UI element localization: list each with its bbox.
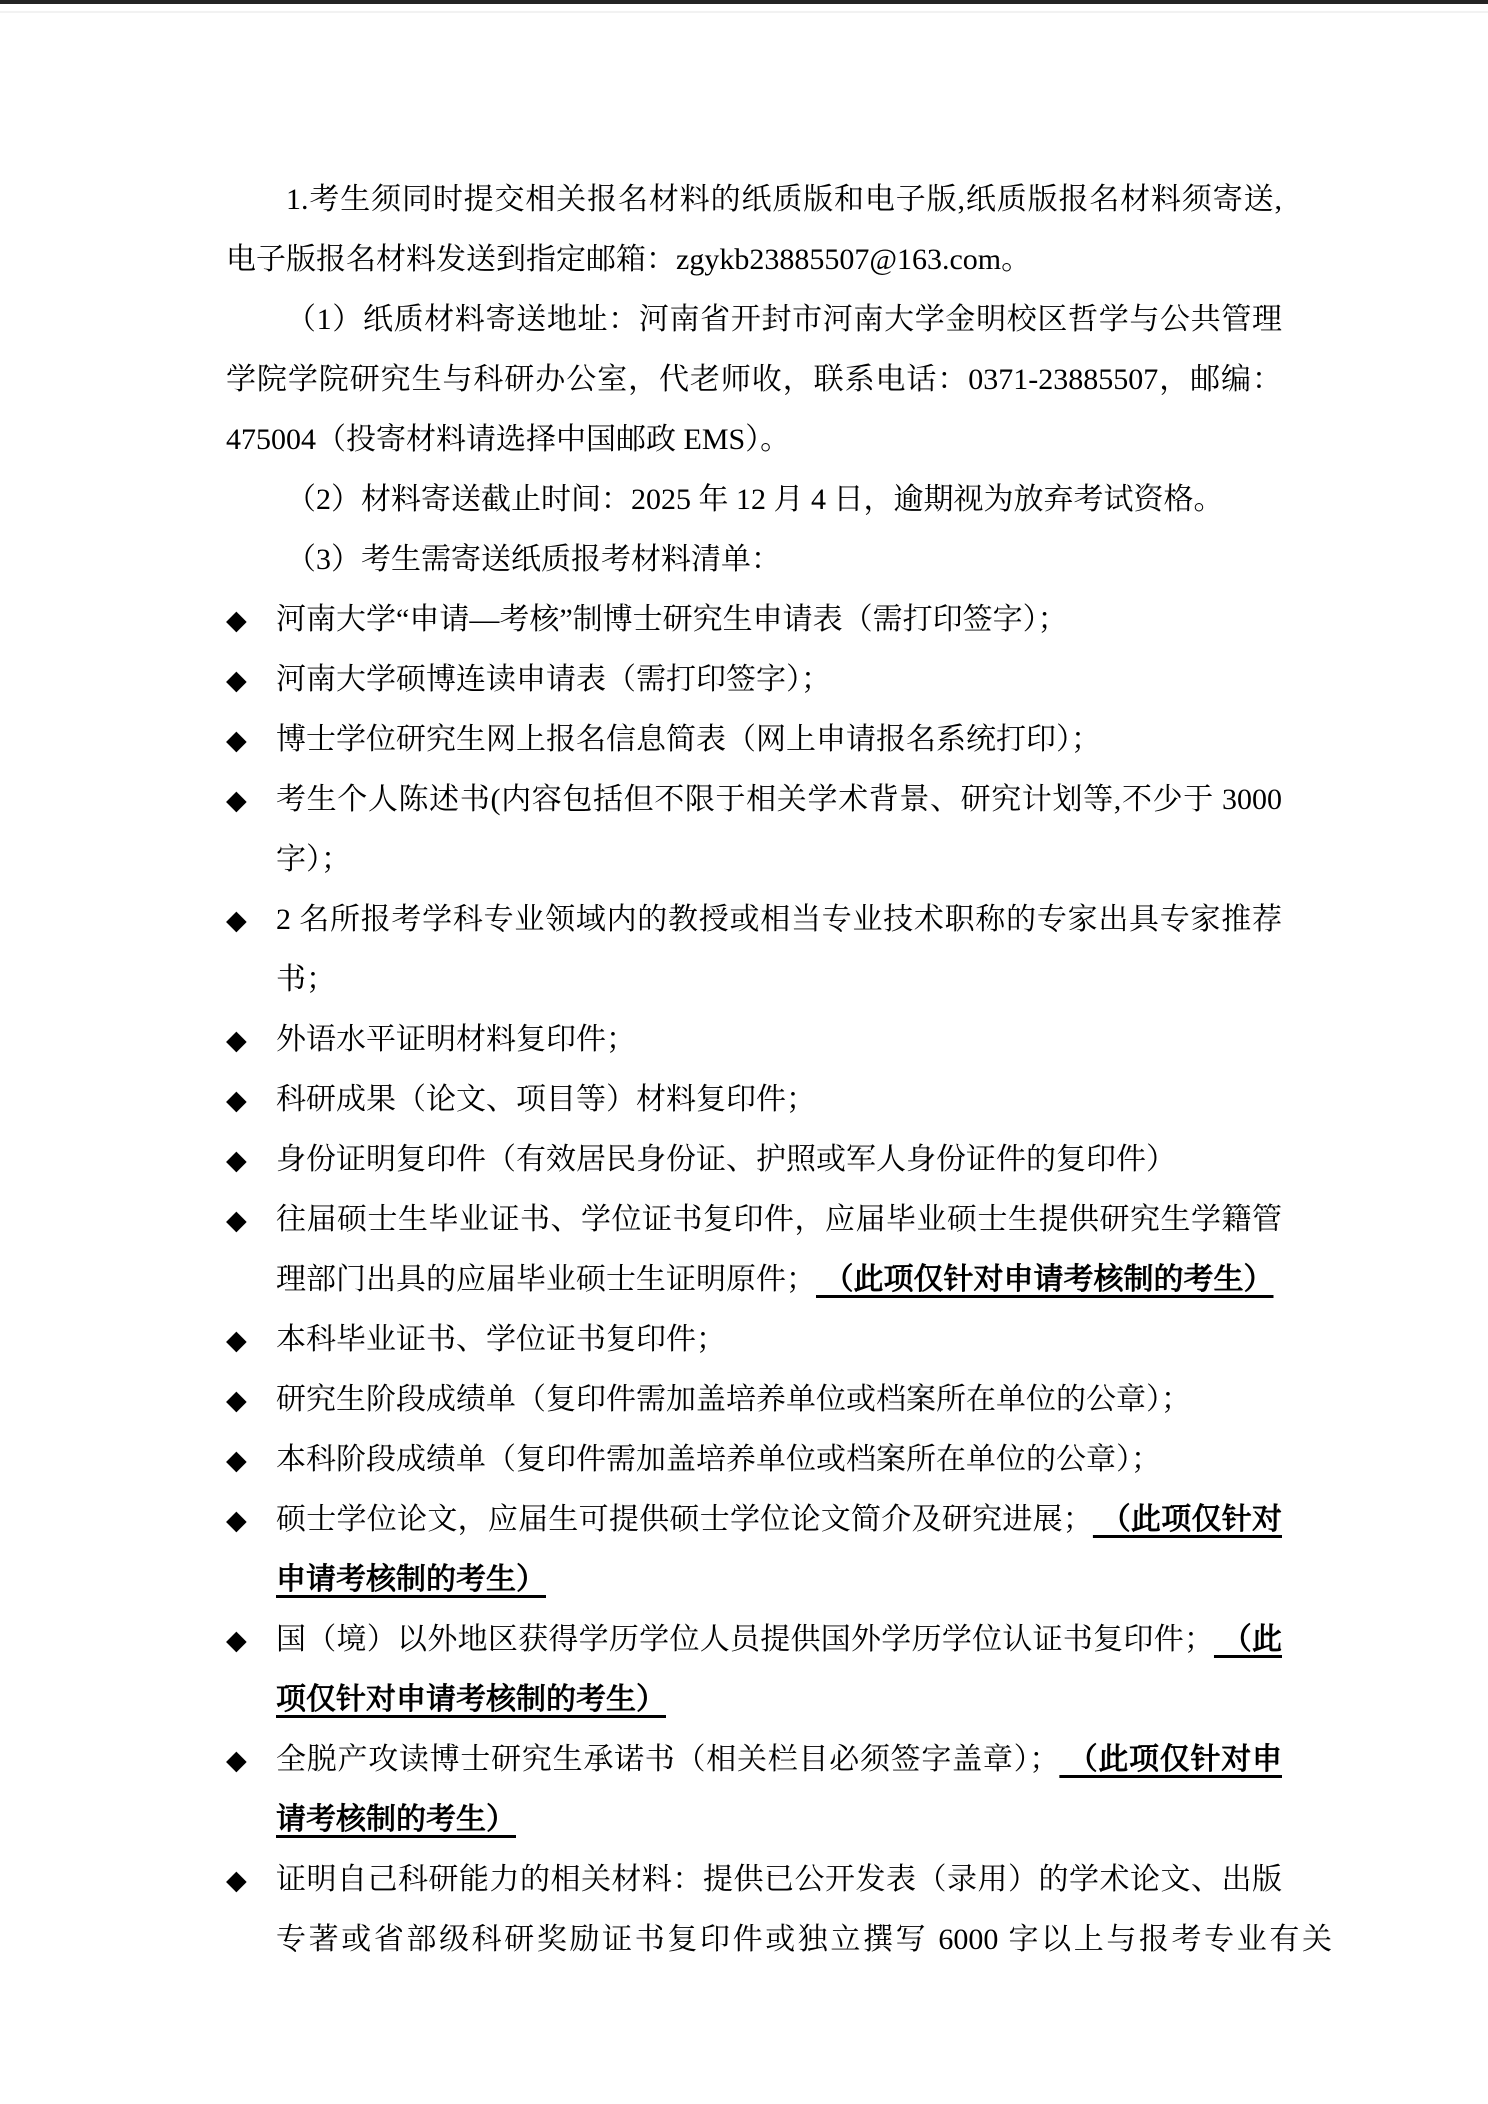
- document-line: [226, 1670, 1282, 1730]
- emphasis-underlined-text: 申请考核制的考生）: [276, 1563, 546, 1596]
- list-item: [226, 1310, 1282, 1370]
- text-segment: 考生个人陈述书(内容包括但不限于相关学术背景、研究计划等,不少于 3000: [276, 783, 1282, 816]
- line-text: [276, 710, 1282, 770]
- line-text: [276, 650, 1282, 710]
- text-segment: 专著或省部级科研奖励证书复印件或独立撰写 6000 字以上与报考专业有关: [276, 1923, 1332, 1956]
- line-text: [276, 1130, 1282, 1190]
- bullet-diamond-icon: ◆: [226, 1205, 247, 1235]
- line-text: [226, 170, 1282, 230]
- document-line: [226, 350, 1282, 410]
- emphasis-underlined-text: 项仅针对申请考核制的考生）: [276, 1683, 666, 1716]
- text-segment: 2 名所报考学科专业领域内的教授或相当专业技术职称的专家出具专家推荐: [276, 903, 1282, 936]
- document-line: [226, 950, 1282, 1010]
- emphasis-underlined-text: （此项仅针对: [1092, 1503, 1282, 1536]
- list-item: [226, 1010, 1282, 1070]
- document-line: [226, 830, 1282, 890]
- text-segment: 全脱产攻读博士研究生承诺书（相关栏目必须签字盖章）；: [276, 1743, 1060, 1776]
- bullet-diamond-icon: ◆: [226, 1025, 247, 1055]
- line-text: [226, 290, 1282, 350]
- line-text: [276, 1730, 1282, 1790]
- line-text: [226, 1250, 1332, 1310]
- bullet-diamond-icon: ◆: [226, 905, 247, 935]
- text-segment: 外语水平证明材料复印件；: [276, 1023, 636, 1056]
- list-item: [226, 890, 1282, 950]
- text-segment: 字）；: [276, 843, 351, 876]
- line-text: [226, 950, 1332, 1010]
- document-line: [226, 170, 1282, 230]
- window-top-edge: [0, 0, 1488, 4]
- text-segment: 往届硕士生毕业证书、学位证书复印件，应届毕业硕士生提供研究生学籍管: [276, 1203, 1282, 1236]
- text-segment: 学院学院研究生与科研办公室，代老师收，联系电话：0371-23885507，邮编：: [226, 363, 1282, 396]
- text-segment: 本科阶段成绩单（复印件需加盖培养单位或档案所在单位的公章）；: [276, 1443, 1161, 1476]
- list-item: [226, 1070, 1282, 1130]
- list-item: [226, 1730, 1282, 1790]
- document-line: [226, 1790, 1282, 1850]
- text-segment: 研究生阶段成绩单（复印件需加盖培养单位或档案所在单位的公章）；: [276, 1383, 1191, 1416]
- bullet-diamond-icon: ◆: [226, 1145, 247, 1175]
- document-line: [226, 290, 1282, 350]
- text-segment: 硕士学位论文，应届生可提供硕士学位论文简介及研究进展；: [276, 1503, 1093, 1536]
- line-text: [226, 410, 1282, 470]
- line-text: [276, 1610, 1282, 1670]
- text-segment: 博士学位研究生网上报名信息简表（网上申请报名系统打印）；: [276, 723, 1101, 756]
- line-text: [276, 1070, 1282, 1130]
- line-text: [226, 470, 1282, 530]
- text-segment: 理部门出具的应届毕业硕士生证明原件；: [276, 1263, 816, 1296]
- list-item: [226, 1490, 1282, 1550]
- list-item: [226, 590, 1282, 650]
- bullet-diamond-icon: ◆: [226, 1385, 247, 1415]
- list-item: [226, 710, 1282, 770]
- document-line: [226, 1910, 1332, 1970]
- list-item: [226, 770, 1282, 830]
- text-segment: 证明自己科研能力的相关材料：提供已公开发表（录用）的学术论文、出版: [276, 1863, 1282, 1896]
- line-text: [276, 770, 1282, 830]
- line-text: [226, 350, 1282, 410]
- list-item: [226, 1430, 1282, 1490]
- text-segment: 书；: [276, 963, 336, 996]
- list-item: [226, 1370, 1282, 1430]
- line-text: [276, 1490, 1282, 1550]
- text-segment: （1）纸质材料寄送地址：河南省开封市河南大学金明校区哲学与公共管理: [286, 303, 1282, 336]
- line-text: [226, 1790, 1332, 1850]
- document-line: [226, 230, 1282, 290]
- list-item: [226, 1190, 1282, 1250]
- text-segment: 本科毕业证书、学位证书复印件；: [276, 1323, 726, 1356]
- text-segment: 科研成果（论文、项目等）材料复印件；: [276, 1083, 816, 1116]
- bullet-diamond-icon: ◆: [226, 725, 247, 755]
- document-line: [226, 410, 1282, 470]
- line-text: [226, 830, 1332, 890]
- document-line: [226, 1550, 1282, 1610]
- page-top-hairline: [0, 11, 1488, 13]
- bullet-diamond-icon: ◆: [226, 1325, 247, 1355]
- text-segment: 身份证明复印件（有效居民身份证、护照或军人身份证件的复印件）: [276, 1143, 1176, 1176]
- document-line: [226, 530, 1282, 590]
- line-text: [276, 1370, 1282, 1430]
- emphasis-underlined-text: （此: [1213, 1623, 1282, 1656]
- document-content: [226, 170, 1332, 1970]
- bullet-diamond-icon: ◆: [226, 785, 247, 815]
- text-segment: （2）材料寄送截止时间：2025 年 12 月 4 日，逾期视为放弃考试资格。: [286, 483, 1224, 516]
- line-text: [276, 590, 1282, 650]
- bullet-diamond-icon: ◆: [226, 605, 247, 635]
- list-item: [226, 1850, 1282, 1910]
- line-text: [276, 1010, 1282, 1070]
- line-text: [276, 1430, 1282, 1490]
- bullet-diamond-icon: ◆: [226, 1625, 247, 1655]
- list-item: [226, 1610, 1282, 1670]
- bullet-diamond-icon: ◆: [226, 1445, 247, 1475]
- text-segment: 河南大学“申请—考核”制博士研究生申请表（需打印签字）；: [276, 603, 1068, 636]
- emphasis-underlined-text: 请考核制的考生）: [276, 1803, 516, 1836]
- line-text: [276, 1850, 1282, 1910]
- line-text: [226, 230, 1282, 290]
- bullet-diamond-icon: ◆: [226, 665, 247, 695]
- line-text: [276, 1190, 1282, 1250]
- text-segment: 河南大学硕博连读申请表（需打印签字）；: [276, 663, 831, 696]
- line-text: [226, 1670, 1332, 1730]
- text-segment: 1.考生须同时提交相关报名材料的纸质版和电子版,纸质版报名材料须寄送,: [286, 183, 1282, 216]
- list-item: [226, 1130, 1282, 1190]
- emphasis-underlined-text: （此项仅针对申: [1059, 1743, 1282, 1776]
- emphasis-underlined-text: （此项仅针对申请考核制的考生）: [816, 1263, 1274, 1296]
- document-line: [226, 1250, 1282, 1310]
- line-text: [226, 530, 1282, 590]
- line-text: [226, 1550, 1332, 1610]
- bullet-diamond-icon: ◆: [226, 1505, 247, 1535]
- bullet-diamond-icon: ◆: [226, 1865, 247, 1895]
- line-text: [276, 890, 1282, 950]
- list-item: [226, 650, 1282, 710]
- line-text: [276, 1310, 1282, 1370]
- bullet-diamond-icon: ◆: [226, 1085, 247, 1115]
- text-segment: （3）考生需寄送纸质报考材料清单：: [286, 543, 781, 576]
- text-segment: 电子版报名材料发送到指定邮箱：zgykb23885507@163.com。: [226, 243, 1032, 276]
- bullet-diamond-icon: ◆: [226, 1745, 247, 1775]
- text-segment: 475004（投寄材料请选择中国邮政 EMS）。: [226, 423, 791, 456]
- line-text: [226, 1910, 1332, 1970]
- document-line: [226, 470, 1282, 530]
- text-segment: 国（境）以外地区获得学历学位人员提供国外学历学位认证书复印件；: [276, 1623, 1214, 1656]
